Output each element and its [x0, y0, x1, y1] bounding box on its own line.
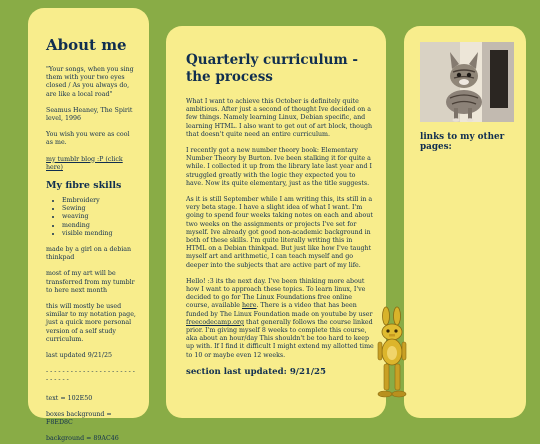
boxes-bg-note: boxes background = F8ED8C — [46, 410, 112, 427]
freecodecamp-link[interactable]: freecodecamp.org — [186, 318, 244, 326]
about-panel — [28, 8, 149, 443]
section-last-updated: section last updated: 9/21/25 — [186, 366, 326, 377]
linux-course-link[interactable]: here — [241, 302, 257, 310]
curriculum-panel — [166, 26, 386, 418]
wish-text: You wish you were as cool as me. — [46, 131, 130, 147]
made-by-text: made by a girl on a debian thinkpad — [46, 246, 132, 262]
links-panel — [404, 26, 526, 418]
background-note: background = 89AC46 — [46, 435, 119, 443]
p4-text-c: that generally follows the course linked prior. I'm giving myself 8 weeks to complete this course, aka about an hour/day This shouldn't be too hard to keep up with. If I find it difficult I might extend my allotted time to 10 or maybe even 12 weeks. — [186, 318, 374, 359]
skill-item: • Embroidery — [62, 197, 138, 205]
skill-item: • visible mending — [62, 230, 138, 238]
skill-item: • weaving — [62, 213, 138, 221]
curriculum-paragraph-2: I recently got a new number theory book: Elementary Number Theory by Burton. Ive been stalking it for quite a while. I collected it up from the library late last year and I struggled greatly with the logic they expected you to have. Now its quite elementary, just as the title suggests. — [186, 147, 372, 187]
p4-text-a: Hello! :3 its the next day. I've been thinking more about how I want to approach these topics. To learn linux, I've decided to go for The Linux Foundations free online course, available — [186, 277, 366, 310]
about-title: About me — [46, 36, 127, 54]
curriculum-title: Quarterly curriculum - the process — [186, 52, 358, 85]
kitten-photo — [420, 42, 514, 122]
quote: "Your songs, when you sing them with your two eyes closed / As you always do, are like a local road" — [46, 66, 134, 98]
last-updated: last updated 9/21/25 — [46, 352, 112, 360]
notation-note: this will mostly be used similar to my notation page, just a quick more personal version of a self study curriculum. — [46, 303, 136, 343]
text-color-note: text = 102E50 — [46, 394, 93, 402]
links-title: links to my other pages: — [420, 132, 505, 152]
quote-source: Seamus Heaney, The Spirit level, 1996 — [46, 106, 133, 123]
skills-title: My fibre skills — [46, 180, 122, 192]
p4-text-b: . There is a video that has been funded by The Linux Foundation made on youtube by user — [186, 302, 373, 318]
curriculum-paragraph-1: What I want to achieve this October is definitely quite ambitious. After just a second of thought Ive decided on a few things. Namely learning Linux, Debian specific, and learning HTML. I also want to get out of art block, though that doesn't quite need an entire curriculum. — [186, 98, 373, 138]
curriculum-paragraph-4 — [186, 278, 374, 360]
art-note: most of my art will be transferred from my tumblr to here next month — [46, 270, 135, 294]
curriculum-paragraph-3: As it is still September while I am writing this, its still in a very beta stage. I have a slight idea of what I want. I'm going to spend four weeks taking notes on each and about two weeks on the assignments or projects I've set for myself. Ive already got good non-academic background in both of these skills. I'm quite literally writing this in HTML on a Debian thinkpad. But just like how I've taught myself art and arithmetic, I can teach myself and go deeper into the subjects that are active part of my life. — [186, 196, 373, 269]
tumblr-blog-link[interactable]: my tumblr blog :P (click here) — [46, 155, 123, 171]
skills-list — [46, 197, 138, 238]
skill-item: • mending — [62, 222, 138, 230]
golden-bunny-figure — [372, 306, 414, 402]
blog-link-para — [46, 156, 138, 172]
skill-item: • Sewing — [62, 205, 138, 213]
divider: - - - - - - - - - - - - - - - - - - - - - - - - - - - - — [46, 368, 135, 384]
